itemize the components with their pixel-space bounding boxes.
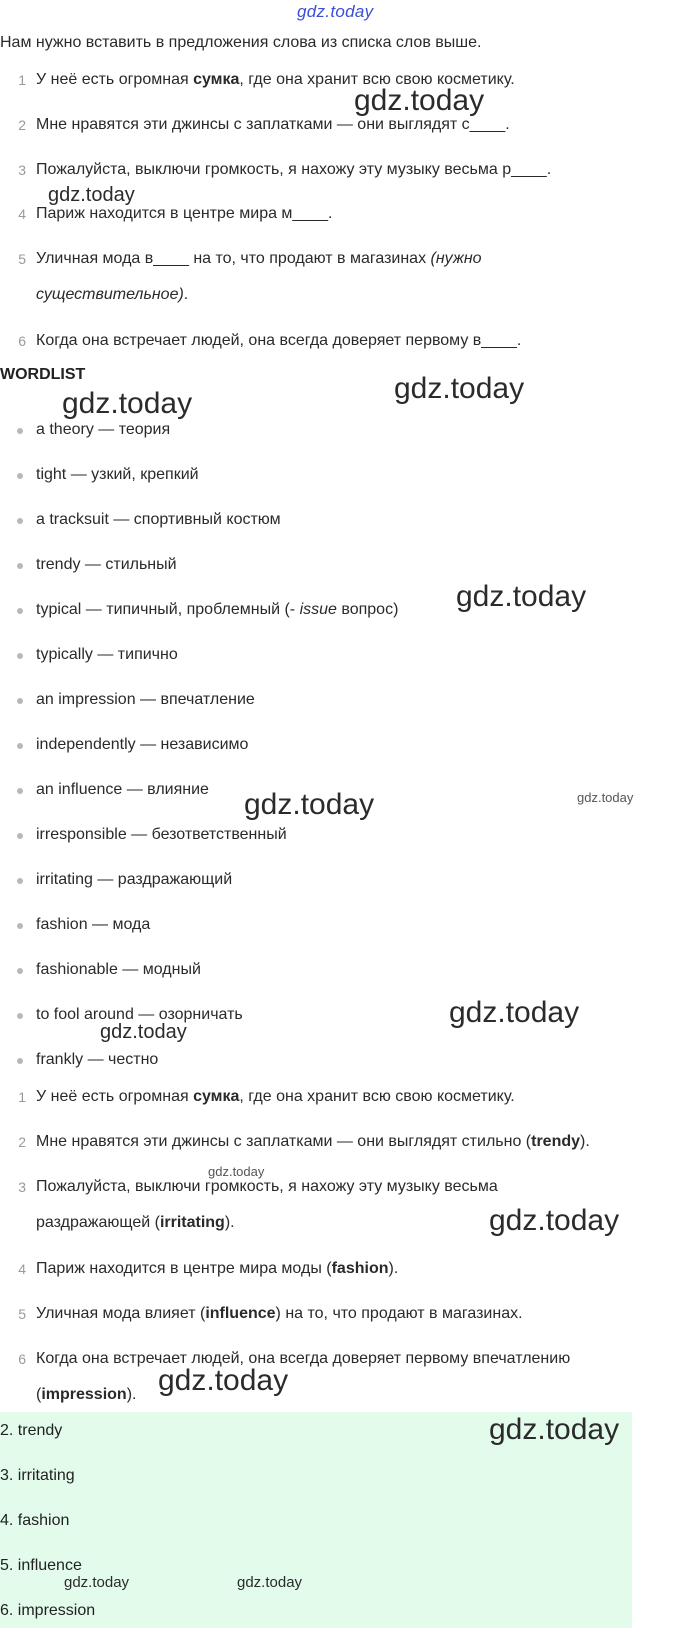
- item-number: 4: [18, 206, 26, 222]
- bullet-icon: [17, 878, 23, 884]
- answer-item: 5. influence: [0, 1557, 82, 1574]
- bullet-icon: [17, 518, 23, 524]
- bullet-icon: [17, 473, 23, 479]
- watermark-text: gdz.today: [354, 84, 485, 117]
- bullet-icon: [17, 608, 23, 614]
- item-text: Когда она встречает людей, она всегда доверяет первому впечатлению: [36, 1350, 571, 1367]
- wordlist-item: to fool around — озорничать: [36, 1006, 243, 1023]
- item-number: 5: [18, 1306, 26, 1322]
- watermark-text: gdz.today: [577, 790, 634, 805]
- item-text: Уличная мода влияет (influence) на то, что продают в магазинах.: [36, 1305, 523, 1322]
- item-text-continued: существительное).: [36, 286, 189, 303]
- item-text: У неё есть огромная сумка, где она хранит всю свою косметику.: [36, 71, 515, 88]
- bullet-icon: [17, 788, 23, 794]
- watermark-text: gdz.today: [48, 184, 135, 206]
- item-text: У неё есть огромная сумка, где она хранит всю свою косметику.: [36, 1088, 515, 1105]
- watermark-text: gdz.today: [237, 1574, 303, 1591]
- wordlist-item: an influence — влияние: [36, 781, 209, 798]
- wordlist-item: a tracksuit — спортивный костюм: [36, 511, 281, 528]
- answer-item: 4. fashion: [0, 1512, 70, 1529]
- bullet-icon: [17, 653, 23, 659]
- bullet-icon: [17, 968, 23, 974]
- watermark-text: gdz.today: [394, 372, 525, 405]
- watermark-text: gdz.today: [64, 1574, 130, 1591]
- bullet-icon: [17, 563, 23, 569]
- item-text: Париж находится в центре мира моды (fashion).: [36, 1260, 399, 1277]
- item-text: Когда она встречает людей, она всегда доверяет первому в____.: [36, 332, 522, 349]
- wordlist-item: typical — типичный, проблемный (- issue вопрос): [36, 601, 399, 618]
- wordlist-item: irritating — раздражающий: [36, 871, 233, 888]
- task-intro: Нам нужно вставить в предложения слова из списка слов выше.: [0, 34, 482, 51]
- bullet-icon: [17, 1058, 23, 1064]
- highlighted-word: сумка: [193, 71, 240, 88]
- wordlist-item: tight — узкий, крепкий: [36, 466, 199, 483]
- wordlist-item: an impression — впечатление: [36, 691, 255, 708]
- item-number: 1: [18, 72, 26, 88]
- watermark-text: gdz.today: [449, 996, 580, 1029]
- list-item: [0, 241, 672, 313]
- item-number: 4: [18, 1261, 26, 1277]
- wordlist-item: typically — типично: [36, 646, 178, 663]
- bullet-icon: [17, 923, 23, 929]
- answer-item: 2. trendy: [0, 1422, 63, 1439]
- wordlist-item: fashion — мода: [36, 916, 151, 933]
- item-number: 3: [18, 162, 26, 178]
- bullet-icon: [17, 743, 23, 749]
- item-text: Мне нравятся эти джинсы с заплатками — они выглядят с____.: [36, 116, 510, 133]
- bullet-icon: [17, 698, 23, 704]
- watermark-text: gdz.today: [489, 1413, 620, 1446]
- watermark-text: gdz.today: [489, 1204, 620, 1237]
- item-number: 6: [18, 333, 26, 349]
- item-text: Пожалуйста, выключи громкость, я нахожу эту музыку весьма: [36, 1178, 498, 1195]
- item-number: 5: [18, 251, 26, 267]
- item-text: Мне нравятся эти джинсы с заплатками — они выглядят стильно (trendy).: [36, 1133, 590, 1150]
- list-item: [0, 1341, 672, 1413]
- wordlist-item: independently — независимо: [36, 736, 249, 753]
- item-text-continued: раздражающей (irritating).: [36, 1214, 235, 1231]
- watermark-text: gdz.today: [456, 580, 587, 613]
- item-text-continued: (impression).: [36, 1386, 137, 1403]
- wordlist-heading: WORDLIST: [0, 366, 86, 383]
- answer-item: 3. irritating: [0, 1467, 75, 1484]
- wordlist-item: trendy — стильный: [36, 556, 177, 573]
- item-text: Уличная мода в____ на то, что продают в магазинах (нужно: [36, 250, 482, 267]
- wordlist-item: fashionable — модный: [36, 961, 201, 978]
- wordlist-item: a theory — теория: [36, 421, 171, 438]
- item-number: 1: [18, 1089, 26, 1105]
- watermark-text: gdz.today: [208, 1164, 265, 1179]
- item-text: Париж находится в центре мира м____.: [36, 205, 333, 222]
- item-number: 3: [18, 1179, 26, 1195]
- watermark-text: gdz.today: [158, 1364, 289, 1397]
- bullet-icon: [17, 428, 23, 434]
- item-number: 2: [18, 117, 26, 133]
- site-logo[interactable]: gdz.today: [297, 2, 374, 21]
- bullet-icon: [17, 833, 23, 839]
- wordlist-item: frankly — честно: [36, 1051, 159, 1068]
- answer-item: 6. impression: [0, 1602, 96, 1619]
- watermark-text: gdz.today: [100, 1021, 187, 1043]
- watermark-text: gdz.today: [244, 788, 375, 821]
- wordlist-item: irresponsible — безответственный: [36, 826, 287, 843]
- item-number: 2: [18, 1134, 26, 1150]
- item-number: 6: [18, 1351, 26, 1367]
- item-text: Пожалуйста, выключи громкость, я нахожу эту музыку весьма р____.: [36, 161, 552, 178]
- bullet-icon: [17, 1013, 23, 1019]
- watermark-text: gdz.today: [62, 387, 193, 420]
